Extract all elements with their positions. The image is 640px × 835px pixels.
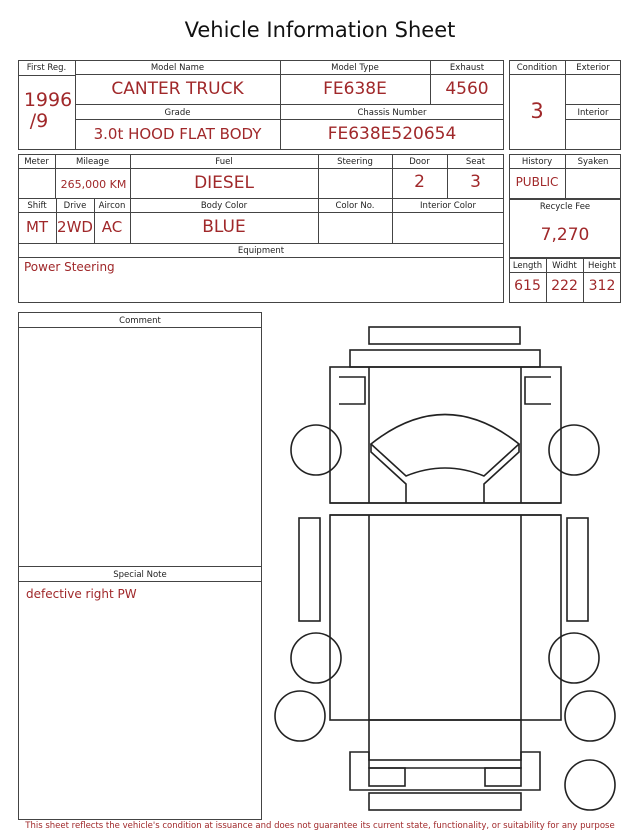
meter-label: Meter bbox=[24, 157, 49, 167]
first-reg-year: 1996 bbox=[23, 89, 73, 111]
model-name-label: Model Name bbox=[150, 63, 205, 73]
exhaust-value: 4560 bbox=[445, 79, 489, 99]
seat-value: 3 bbox=[470, 172, 481, 192]
height-label: Height bbox=[587, 261, 617, 271]
left-step-outline bbox=[299, 518, 320, 621]
interior-label: Interior bbox=[577, 108, 609, 118]
seat-label: Seat bbox=[465, 157, 486, 167]
width-value: 222 bbox=[551, 278, 578, 294]
exhaust-label: Exhaust bbox=[449, 63, 485, 73]
door-value: 2 bbox=[414, 172, 425, 192]
length-label: Length bbox=[512, 261, 543, 271]
special-note-value: defective right PW bbox=[26, 587, 137, 601]
drive-value: 2WD bbox=[57, 218, 93, 236]
body-color-label: Body Color bbox=[200, 201, 248, 211]
rear-plate-outline bbox=[369, 793, 521, 810]
front-left-wheel bbox=[291, 425, 341, 475]
recycle-fee-label: Recycle Fee bbox=[539, 202, 591, 212]
exterior-label: Exterior bbox=[576, 63, 610, 73]
grade-value: 3.0t HOOD FLAT BODY bbox=[93, 125, 262, 143]
comment-label: Comment bbox=[119, 316, 161, 326]
condition-value: 3 bbox=[530, 99, 544, 123]
mileage-label: Mileage bbox=[75, 157, 110, 167]
recycle-fee-value: 7,270 bbox=[540, 225, 590, 245]
syaken-label: Syaken bbox=[577, 157, 609, 167]
rear-left-wheel-outer bbox=[275, 691, 325, 741]
page-title: Vehicle Information Sheet bbox=[184, 18, 456, 42]
color-no-label: Color No. bbox=[335, 201, 375, 211]
door-label: Door bbox=[409, 157, 430, 167]
spare-wheel bbox=[565, 760, 615, 810]
chassis-number-label: Chassis Number bbox=[357, 108, 427, 118]
aircon-label: Aircon bbox=[98, 201, 126, 211]
equipment-value: Power Steering bbox=[24, 260, 115, 274]
chassis-number-value: FE638E520654 bbox=[327, 124, 457, 144]
model-name-value: CANTER TRUCK bbox=[111, 79, 244, 99]
drive-label: Drive bbox=[63, 201, 87, 211]
length-value: 615 bbox=[514, 278, 541, 294]
model-type-value: FE638E bbox=[323, 79, 387, 99]
grade-label: Grade bbox=[164, 108, 191, 118]
model-type-label: Model Type bbox=[331, 63, 379, 73]
bed-outline bbox=[330, 515, 561, 720]
shift-value: MT bbox=[25, 218, 49, 236]
rear-right-wheel-outer bbox=[565, 691, 615, 741]
front-right-wheel bbox=[549, 425, 599, 475]
special-note-label: Special Note bbox=[113, 570, 167, 580]
first-reg-month: /9 bbox=[29, 110, 49, 132]
front-bumper-outline bbox=[369, 327, 520, 344]
height-value: 312 bbox=[588, 278, 616, 294]
mileage-value: 265,000 KM bbox=[60, 178, 127, 191]
history-label: History bbox=[521, 157, 553, 167]
rear-bumper-outline bbox=[350, 752, 540, 790]
shift-label: Shift bbox=[27, 201, 47, 211]
front-panel-outline bbox=[350, 350, 540, 367]
windshield-outline bbox=[371, 415, 519, 477]
history-value: PUBLIC bbox=[515, 175, 559, 189]
right-step-outline bbox=[567, 518, 588, 621]
frame-outline bbox=[369, 720, 521, 760]
steering-label: Steering bbox=[337, 157, 373, 167]
fuel-label: Fuel bbox=[215, 157, 233, 167]
rear-left-wheel-inner bbox=[291, 633, 341, 683]
interior-color-label: Interior Color bbox=[420, 201, 476, 211]
body-color-value: BLUE bbox=[202, 217, 246, 237]
first-reg-label: First Reg. bbox=[26, 63, 67, 73]
width-label: Widht bbox=[552, 261, 577, 271]
equipment-label: Equipment bbox=[237, 246, 285, 256]
aircon-value: AC bbox=[101, 218, 123, 236]
disclaimer-footer: This sheet reflects the vehicle's condition at issuance and does not guarantee its current state, functionality, or suitability for any purpose bbox=[25, 821, 615, 831]
fuel-value: DIESEL bbox=[194, 173, 254, 193]
condition-label: Condition bbox=[516, 63, 558, 73]
rear-right-wheel-inner bbox=[549, 633, 599, 683]
